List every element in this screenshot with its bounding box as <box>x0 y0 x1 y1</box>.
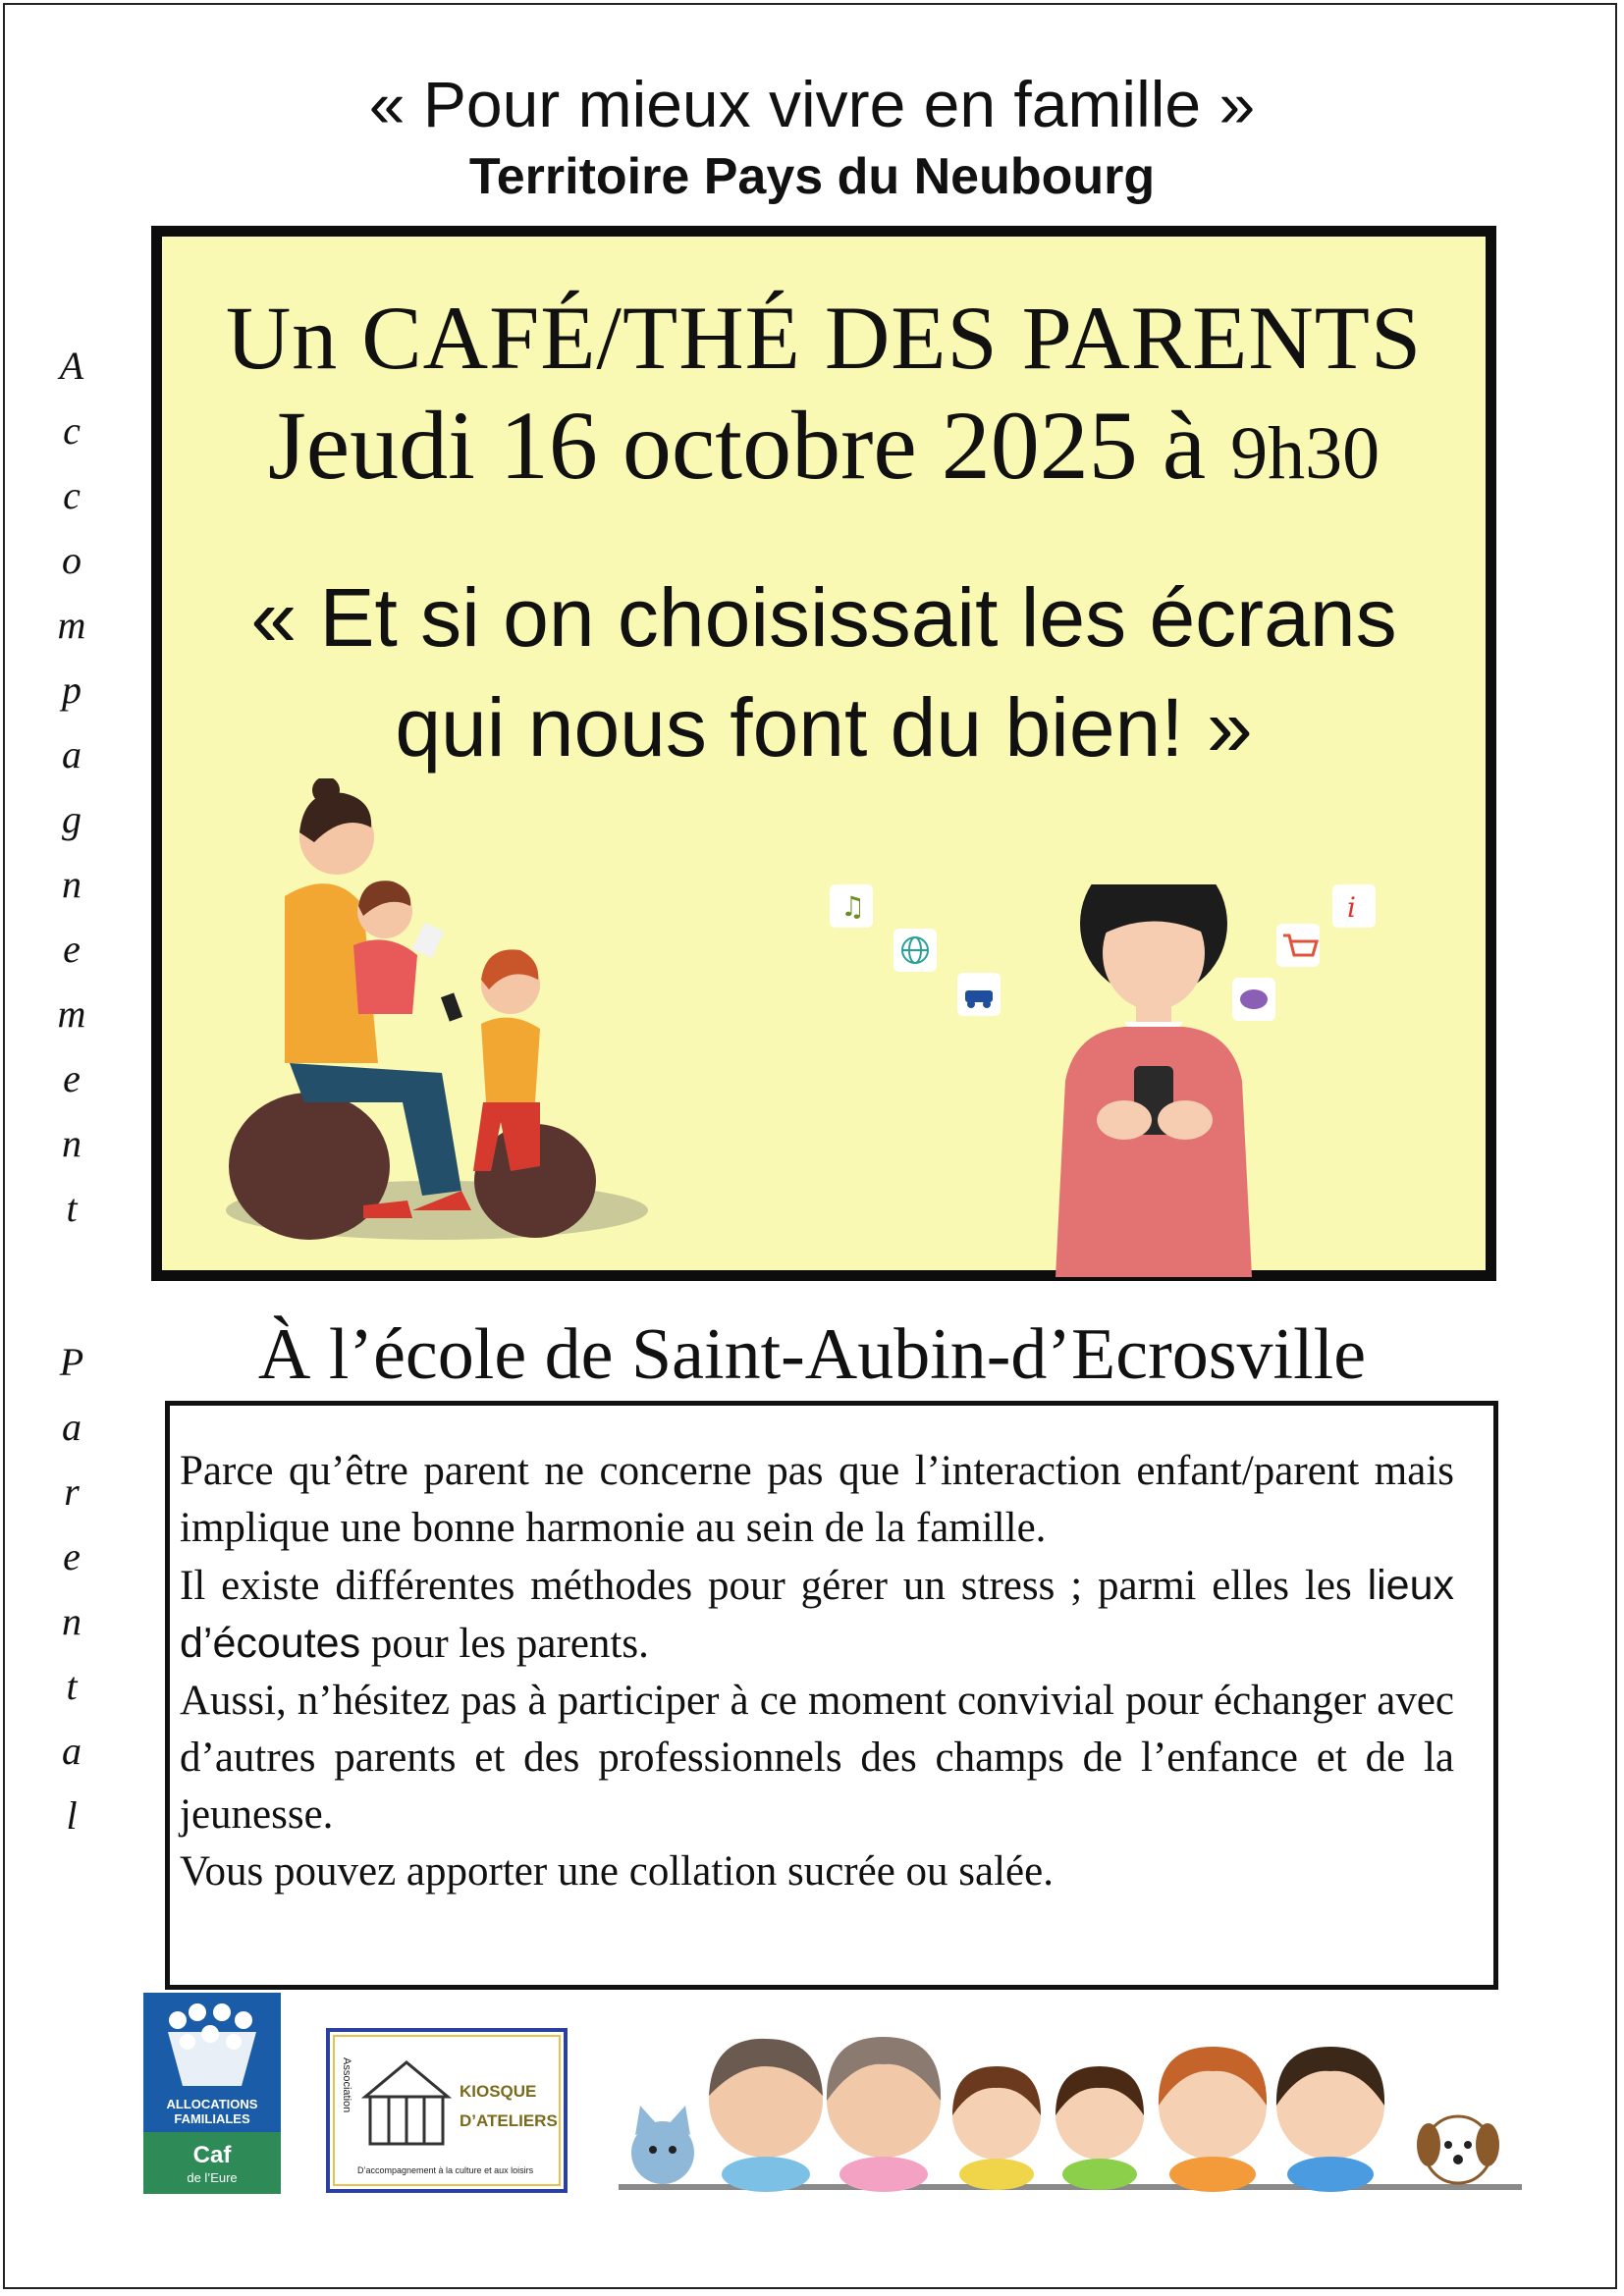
music-note-icon <box>830 884 873 928</box>
kids-illustration <box>619 2007 1522 2199</box>
child-face-3 <box>952 2066 1041 2190</box>
venue: À l’école de Saint-Aubin-d’Ecrosville <box>257 1314 1367 1395</box>
info-paragraph-1: Parce qu’être parent ne concerne pas que l’interaction enfant/parent mais implique une bonne harmonie au sein de la famille. <box>180 1448 1454 1551</box>
caf-line-2: FAMILIALES <box>174 2111 250 2126</box>
event-theme-line-2: qui nous font du bien! » <box>395 681 1253 774</box>
caf-region: de l’Eure <box>187 2170 238 2185</box>
shopping-cart-icon <box>1276 924 1320 967</box>
chat-bubble-icon <box>1232 978 1275 1021</box>
caf-name: Caf <box>192 2142 232 2168</box>
side-letter: m <box>57 991 86 1036</box>
side-letter: n <box>62 1599 81 1643</box>
side-label-parental <box>47 1330 96 1848</box>
kiosque-name-2: D’ATELIERS <box>460 2111 558 2130</box>
family-illustration <box>216 778 658 1240</box>
event-date: Jeudi 16 octobre 2025 à <box>267 391 1207 500</box>
side-letter: e <box>63 927 81 971</box>
side-letter: n <box>62 1121 81 1165</box>
child-face-4 <box>1056 2066 1144 2190</box>
child-face-2 <box>827 2037 941 2192</box>
caf-line-1: ALLOCATIONS <box>166 2097 258 2111</box>
side-letter: A <box>59 344 84 388</box>
page-subtitle: Territoire Pays du Neubourg <box>468 148 1156 205</box>
side-letter: t <box>66 1664 78 1708</box>
kiosque-assoc: Association <box>341 2057 352 2113</box>
info-paragraph-3: Aussi, n’hésitez pas à participer à ce moment convivial pour échanger avec d’autres parents et des professionnels des champs de l’enfance et de la jeunesse. <box>180 1678 1454 1838</box>
info-icon <box>1332 884 1376 928</box>
info-paragraph-4: Vous pouvez apporter une collation sucrée ou salée. <box>180 1848 1054 1895</box>
side-letter: p <box>62 667 81 712</box>
side-letter: e <box>63 1056 81 1100</box>
kiosque-name-1: KIOSQUE <box>460 2082 537 2101</box>
phone-illustration <box>830 884 1380 1277</box>
info-box <box>165 1401 1498 1990</box>
kiosque-tagline: D’accompagnement à la culture et aux loisirs <box>357 2165 534 2175</box>
side-letter: r <box>64 1469 80 1514</box>
globe-icon <box>893 929 937 972</box>
info-highlight: lieux d’écoutes <box>180 1562 1454 1667</box>
side-letter: P <box>59 1340 84 1384</box>
child-face-6 <box>1276 2047 1384 2192</box>
child-face-1 <box>709 2039 823 2192</box>
page-title: « Pour mieux vivre en famille » <box>368 68 1256 140</box>
side-letter: e <box>63 1534 81 1578</box>
side-letter: m <box>57 603 86 647</box>
side-letter: c <box>63 473 81 517</box>
event-box <box>151 226 1496 1281</box>
event-date-line <box>162 389 1486 502</box>
side-letter: a <box>62 1405 81 1449</box>
child-face-5 <box>1159 2047 1267 2192</box>
info-paragraph-2-start: Il existe différentes méthodes pour gérer un stress ; parmi elles les <box>180 1563 1368 1609</box>
info-paragraph-2 <box>180 1557 1454 1673</box>
event-name: Un CAFÉ/THÉ DES PARENTS <box>225 288 1423 388</box>
info-paragraph-2-end: pour les parents. <box>360 1621 649 1667</box>
side-letter: t <box>66 1186 78 1230</box>
side-letter: n <box>62 862 81 906</box>
event-theme-line-1: « Et si on choisissait les écrans <box>250 571 1397 664</box>
caf-logo <box>143 1993 281 2194</box>
side-letter: a <box>62 1729 81 1773</box>
event-time: 9h30 <box>1230 412 1380 495</box>
kiosque-logo <box>326 2028 568 2193</box>
side-label-accompagnement <box>47 334 96 1241</box>
side-letter: c <box>63 408 81 453</box>
side-letter: l <box>66 1793 78 1838</box>
cat-icon <box>631 2106 694 2184</box>
car-icon <box>957 973 1001 1016</box>
side-letter: o <box>62 538 81 582</box>
side-letter: g <box>62 797 81 841</box>
side-letter: a <box>62 732 81 776</box>
svg-text:♫: ♫ <box>840 890 866 923</box>
dog-icon <box>1417 2116 1499 2183</box>
svg-text:i: i <box>1347 891 1356 924</box>
